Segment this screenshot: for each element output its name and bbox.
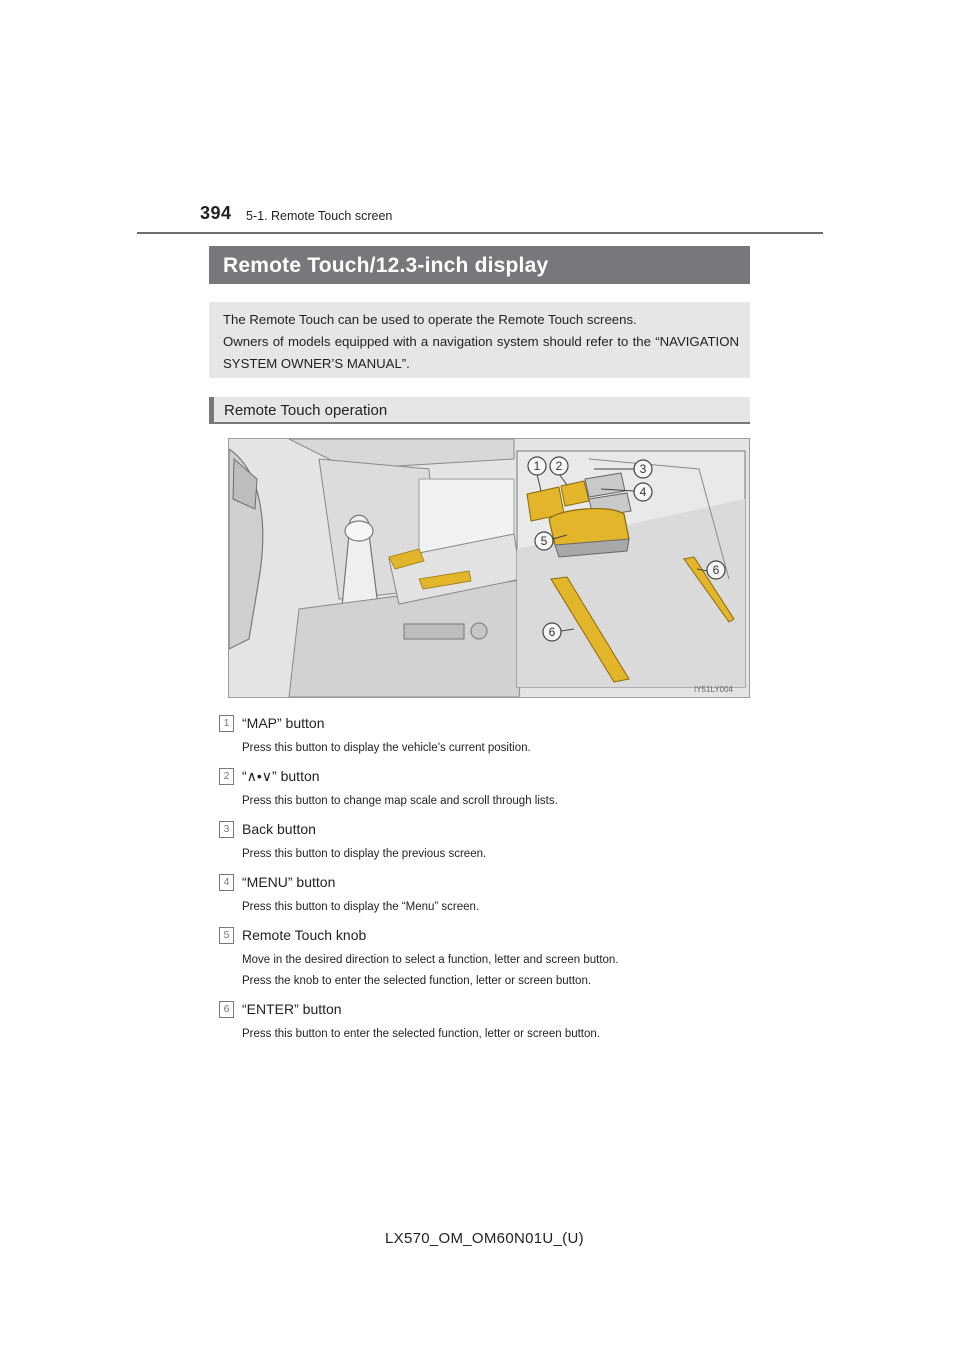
list-item [219,714,759,757]
item-description: Press this button to display the vehicle’s current position. [242,742,531,754]
item-description: Press this button to display the previous screen. [242,848,487,860]
svg-text:4: 4 [639,485,647,499]
page-number: 394 [200,203,232,223]
item-description: Press this button to display the “Menu” screen. [242,901,480,913]
list-item [219,926,759,990]
figure-code: IY51LY004 [694,685,733,694]
item-number-badge: 2 [219,768,234,785]
section-label: 5-1. Remote Touch screen [246,209,393,223]
item-description: Press the knob to enter the selected function, letter or screen button. [242,975,592,987]
svg-text:6: 6 [712,563,720,577]
header-divider [137,232,823,234]
item-description: Press this button to enter the selected function, letter or screen button. [242,1028,600,1040]
svg-text:5: 5 [540,534,548,548]
item-number-badge: 1 [219,715,234,732]
list-item [219,873,759,916]
footer-code: LX570_OM_OM60N01U_(U) [385,1230,584,1247]
list-item [219,820,759,863]
item-number-badge: 6 [219,1001,234,1018]
item-description: Press this button to change map scale and scroll through lists. [242,795,558,807]
item-title: “ENTER” button [242,1001,342,1017]
page-title: Remote Touch/12.3-inch display [209,246,750,284]
intro-line-2: Owners of models equipped with a navigation system should refer to the “NAVIGATION SYSTEM OWNER’S MANUAL”. [223,334,739,371]
intro-box [209,302,750,378]
item-number-badge: 4 [219,874,234,891]
item-title: “MENU” button [242,874,336,890]
list-item [219,767,759,810]
item-number-badge: 5 [219,927,234,944]
item-list [219,714,759,1043]
item-number-badge: 3 [219,821,234,838]
console-illustration [228,438,750,698]
svg-text:2: 2 [555,459,563,473]
sub-heading: Remote Touch operation [209,397,750,424]
item-title: “MAP” button [242,715,325,731]
svg-text:6: 6 [548,625,556,639]
item-title: Remote Touch knob [242,927,367,943]
item-title: Back button [242,821,316,837]
item-description: Move in the desired direction to select a function, letter and screen button. [242,954,619,966]
list-item [219,1000,759,1043]
svg-text:3: 3 [639,462,647,476]
console-drawing [229,439,749,697]
item-title: “∧•∨” button [242,768,320,784]
svg-text:1: 1 [533,459,541,473]
intro-line-1: The Remote Touch can be used to operate the Remote Touch screens. [223,312,637,327]
